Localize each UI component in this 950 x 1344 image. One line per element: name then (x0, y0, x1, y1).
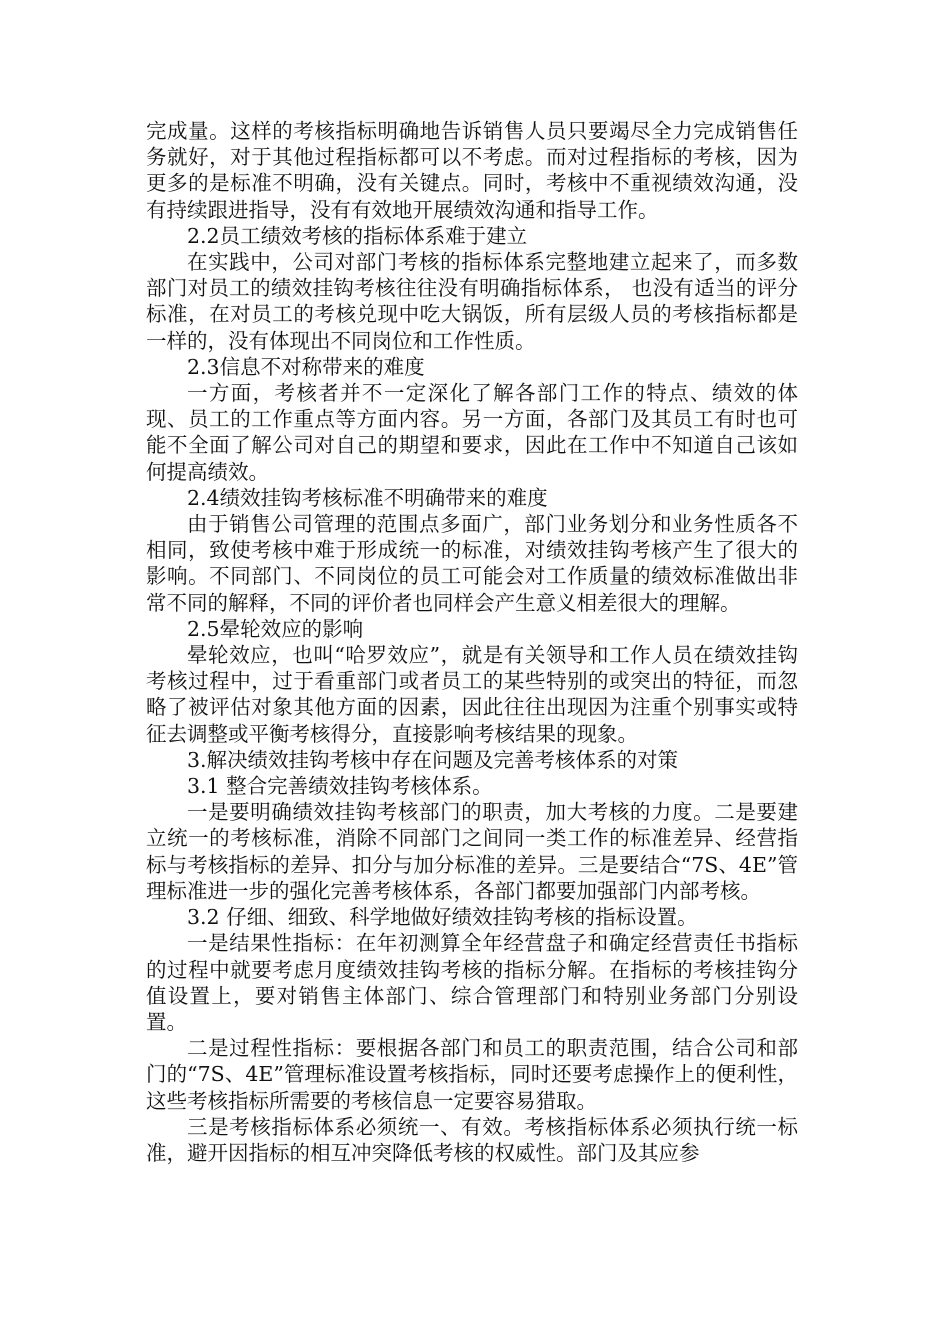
section-heading-3: 3.解决绩效挂钩考核中存在问题及完善考核体系的对策 (187, 747, 679, 772)
paragraph-7: 一是结果性指标：在年初测算全年经营盘子和确定经营责任书指标的过程中就要考虑月度绩效挂钩考核的指标分解。在指标的考核挂钩分值设置上，要对销售主体部门、综合管理部门和特别业务部门分别设置。 (146, 931, 798, 1034)
paragraph-5: 晕轮效应，也叫“哈罗效应”，就是有关领导和工作人员在绩效挂钩考核过程中，过于看重部门或者员工的某些特别的或突出的特征，而忽略了被评估对象其他方面的因素，因此往往出现因为注重个别事实或特征去调整或平衡考核得分，直接影响考核结果的现象。 (146, 643, 798, 746)
paragraph-4: 由于销售公司管理的范围点多面广，部门业务划分和业务性质各不相同，致使考核中难于形成统一的标准，对绩效挂钩考核产生了很大的影响。不同部门、不同岗位的员工可能会对工作质量的绩效标准做出非常不同的解释，不同的评价者也同样会产生意义相差很大的理解。 (146, 512, 798, 615)
paragraph-8: 二是过程性指标：要根据各部门和员工的职责范围，结合公司和部门的“7S、4E”管理标准设置考核指标，同时还要考虑操作上的便利性，这些考核指标所需要的考核信息一定要容易猎取。 (146, 1036, 798, 1113)
section-heading-2-5: 2.5晕轮效应的影响 (187, 616, 364, 641)
paragraph-2: 在实践中，公司对部门考核的指标体系完整地建立起来了，而多数部门对员工的绩效挂钩考核往往没有明确指标体系， 也没有适当的评分标准，在对员工的考核兑现中吃大锅饭，所有层级人员的考核指标都是一样的，没有体现出不同岗位和工作性质。 (146, 250, 798, 353)
paragraph-9: 三是考核指标体系必须统一、有效。考核指标体系必须执行统一标准，避开因指标的相互冲突降低考核的权威性。部门及其应参 (146, 1114, 798, 1165)
section-heading-2-3: 2.3信息不对称带来的难度 (187, 354, 425, 379)
section-heading-3-2: 3.2 仔细、细致、科学地做好绩效挂钩考核的指标设置。 (187, 905, 698, 930)
paragraph-3: 一方面，考核者并不一定深化了解各部门工作的特点、绩效的体现、员工的工作重点等方面内容。另一方面，各部门及其员工有时也可能不全面了解公司对自己的期望和要求，因此在工作中不知道自己该如何提高绩效。 (146, 381, 798, 484)
section-heading-3-1: 3.1 整合完善绩效挂钩考核体系。 (187, 774, 493, 799)
section-heading-2-2: 2.2员工绩效考核的指标体系难于建立 (187, 223, 528, 248)
paragraph-1: 完成量。这样的考核指标明确地告诉销售人员只要竭尽全力完成销售任务就好，对于其他过程指标都可以不考虑。而对过程指标的考核，因为更多的是标准不明确，没有关键点。同时，考核中不重视绩效沟通，没有持续跟进指导，没有有效地开展绩效沟通和指导工作。 (146, 119, 798, 222)
section-heading-2-4: 2.4绩效挂钩考核标准不明确带来的难度 (187, 485, 548, 510)
paragraph-6: 一是要明确绩效挂钩考核部门的职责，加大考核的力度。二是要建立统一的考核标准，消除不同部门之间同一类工作的标准差异、经营指标与考核指标的差异、扣分与加分标准的差异。三是要结合“7S、4E”管理标准进一步的强化完善考核体系，各部门都要加强部门内部考核。 (146, 800, 798, 903)
document-page (146, 118, 798, 1166)
